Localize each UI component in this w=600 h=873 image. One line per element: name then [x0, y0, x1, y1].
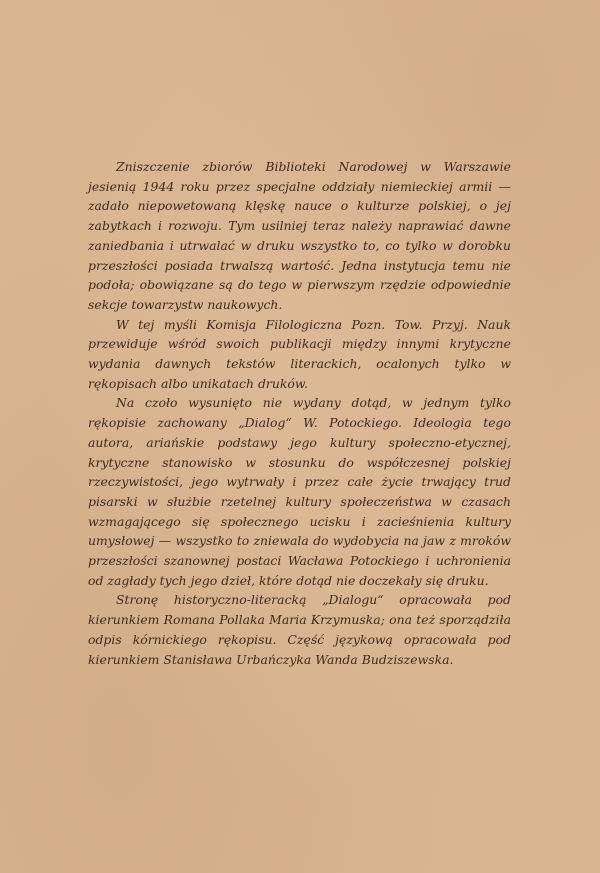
paragraph-3: Na czoło wysunięto nie wydany dotąd, w jednym tylko rękopisie zachowany „Dialog“ W. Potockiego. Ideologia tego autora, ariańskie podstawy jego kultury społeczno-etycznej, krytyczne stanowisko w stosunku do współczesnej polskiej rzeczywistości, jego wytrwały i przez całe życie trwający trud pisarski w służbie rzetelnej kultury społeczeństwa w czasach wzmagającego się społecznego ucisku i zacieśnienia kultury umysłowej — wszystko to zniewala do wydobycia na jaw z mroków przeszłości szanownej postaci Wacława Potockiego i uchronienia od zagłady tych jego dzieł, które dotąd nie doczekały się druku.	[88, 395, 511, 588]
paragraph-2: W tej myśli Komisja Filologiczna Pozn. Tow. Przyj. Nauk przewiduje wśród swoich publikacji między innymi krytyczne wydania dawnych tekstów literackich, ocalonych tylko w rękopisach albo unikatach druków.	[88, 316, 511, 391]
body-text	[88, 157, 511, 669]
paragraph-4: Stronę historyczno-literacką „Dialogu“ opracowała pod kierunkiem Romana Pollaka Maria Krzymuska; ona też sporządziła odpis kórnickiego rękopisu. Część językową opracowała pod kierunkiem Stanisława Urbańczyka Wanda Budziszewska.	[88, 592, 511, 667]
paragraph-1: Zniszczenie zbiorów Biblioteki Narodowej w Warszawie jesienią 1944 roku przez specjalne oddziały niemieckiej armii — zadało niepowetowaną klęskę nauce o kulturze polskiej, o jej zabytkach i rozwoju. Tym usilniej teraz należy naprawiać dawne zaniedbania i utrwalać w druku wszystko to, co tylko w dorobku przeszłości posiada trwalszą wartość. Jedna instytucja temu nie podoła; obowiązane są do tego w pierwszym rzędzie odpowiednie sekcje towarzystw naukowych.	[88, 159, 511, 312]
